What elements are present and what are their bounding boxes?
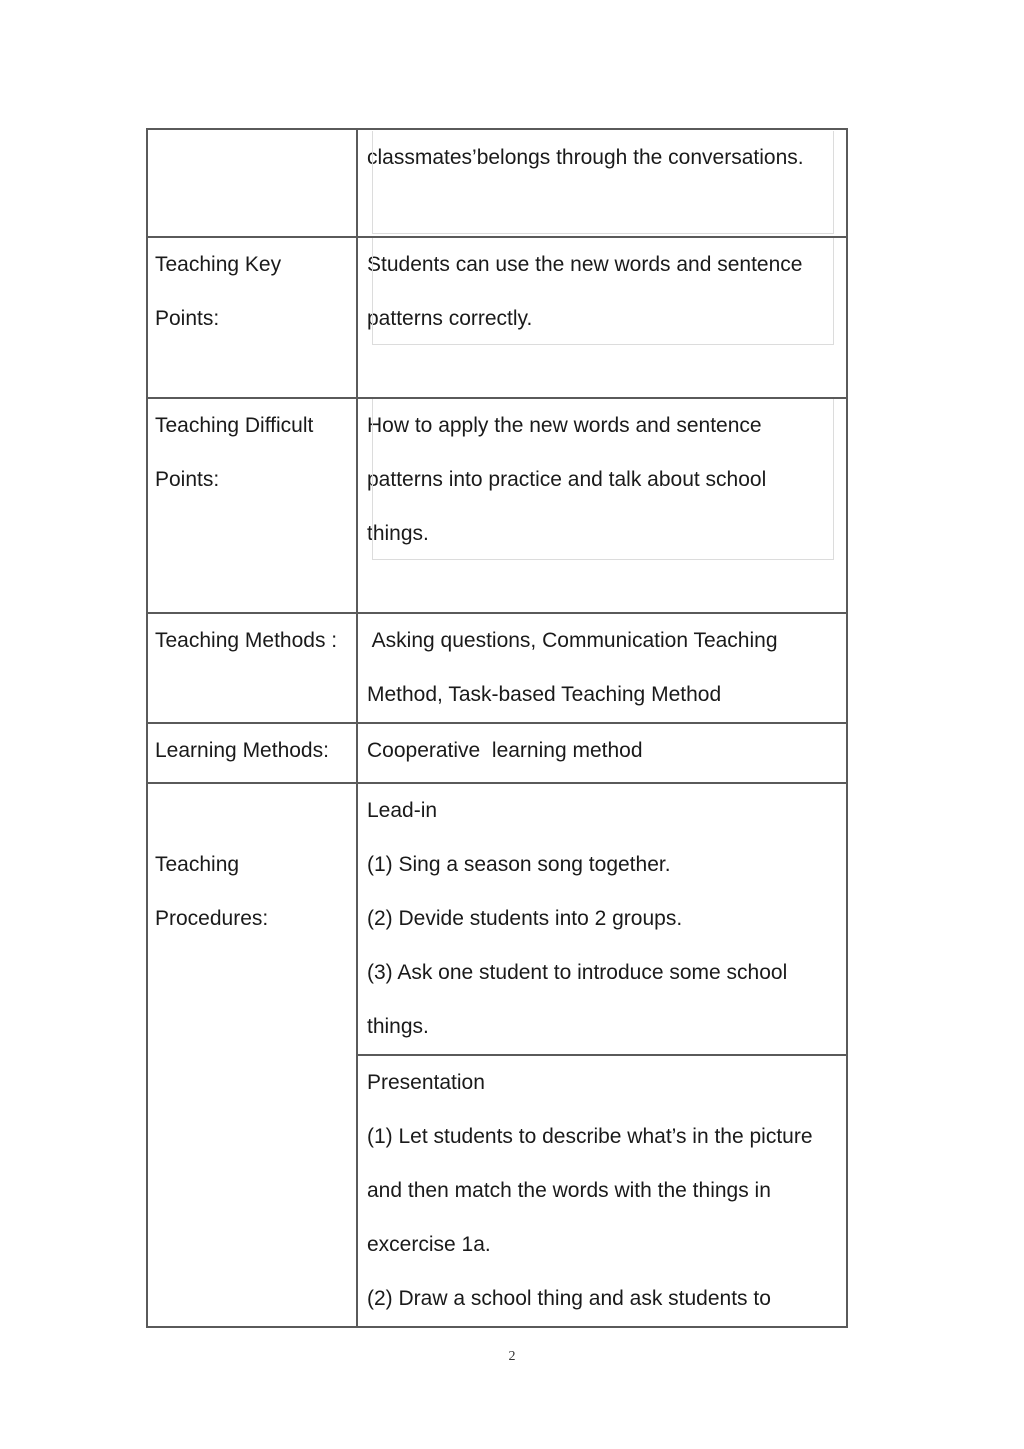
label-line: Learning Methods: xyxy=(155,739,329,762)
content-line: (1) Sing a season song together. xyxy=(367,853,671,876)
content-line: Presentation xyxy=(367,1071,485,1094)
table-row xyxy=(147,783,847,1055)
content-line: (2) Devide students into 2 groups. xyxy=(367,907,683,930)
content-line: patterns into practice and talk about school xyxy=(367,468,767,491)
row-label-cell xyxy=(147,783,357,1327)
row-content-cell xyxy=(357,129,847,237)
row-content-cell xyxy=(357,723,847,783)
table-row xyxy=(147,129,847,237)
table-row xyxy=(147,613,847,723)
row-content-cell xyxy=(357,613,847,723)
content-line: How to apply the new words and sentence xyxy=(367,414,762,437)
content-line: patterns correctly. xyxy=(367,307,533,330)
row-content-cell xyxy=(357,237,847,398)
content-line: things. xyxy=(367,522,429,545)
content-line: Cooperative learning method xyxy=(367,739,643,762)
content-line: (1) Let students to describe what’s in the picture xyxy=(367,1125,813,1148)
label-line xyxy=(155,784,356,838)
table-row xyxy=(147,723,847,783)
content-line: classmates’belongs through the conversations. xyxy=(367,146,804,169)
row-label-cell xyxy=(147,613,357,723)
label-line: Teaching Difficult xyxy=(155,414,314,437)
content-line: excercise 1a. xyxy=(367,1233,491,1256)
label-line: Points: xyxy=(155,468,220,491)
table-row xyxy=(147,237,847,398)
content-line: (2) Draw a school thing and ask students to xyxy=(367,1287,771,1310)
label-line: Teaching Methods : xyxy=(155,629,338,652)
row-content-cell xyxy=(357,398,847,613)
label-line: Teaching xyxy=(155,853,240,876)
row-label-cell xyxy=(147,723,357,783)
content-line: Lead-in xyxy=(367,799,438,822)
row-content-cell xyxy=(357,783,847,1055)
label-line: Points: xyxy=(155,307,220,330)
row-content-cell xyxy=(357,1055,847,1327)
content-line: Asking questions, Communication Teaching xyxy=(367,629,778,652)
row-label-cell xyxy=(147,237,357,398)
content-line: (3) Ask one student to introduce some school xyxy=(367,961,788,984)
content-line: things. xyxy=(367,1015,429,1038)
row-label-cell xyxy=(147,129,357,237)
page-number: 2 xyxy=(508,1349,516,1364)
lesson-plan-table xyxy=(146,128,848,1328)
table-row xyxy=(147,398,847,613)
content-line: Students can use the new words and sentence xyxy=(367,253,803,276)
label-line: Procedures: xyxy=(155,907,269,930)
label-line: Teaching Key xyxy=(155,253,282,276)
row-label-cell xyxy=(147,398,357,613)
content-line: Method, Task-based Teaching Method xyxy=(367,683,722,706)
content-line: and then match the words with the things in xyxy=(367,1179,771,1202)
